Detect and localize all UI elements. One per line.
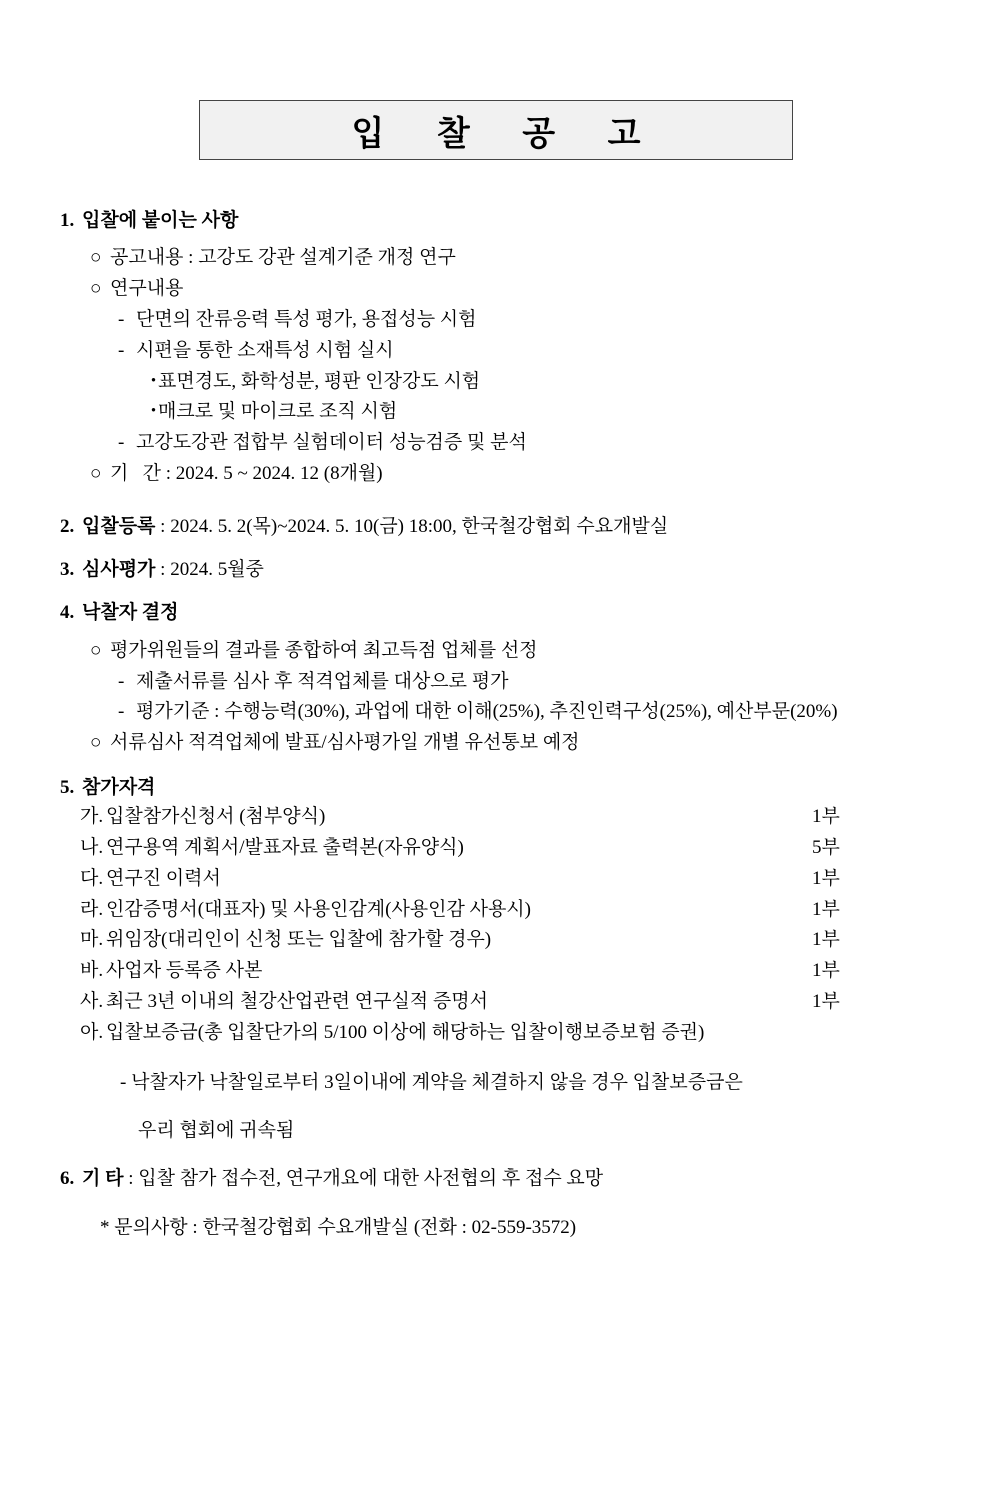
item-text: 사업자 등록증 사본 (106, 960, 263, 982)
section-1 (60, 206, 932, 490)
item-count: 5부 (812, 837, 840, 859)
item-label: 라. (80, 898, 104, 920)
section-6-detail: : 입찰 참가 접수전, 연구개요에 대한 사전협의 후 접수 요망 (123, 1168, 604, 1190)
list-item: - 단면의 잔류응력 특성 평가, 용접성능 시험 (60, 305, 932, 336)
list-item (60, 833, 932, 864)
list-item: ・매크로 및 마이크로 조직 시험 (60, 397, 932, 428)
circle-marker-icon: ○ (90, 732, 102, 754)
list-item (60, 925, 932, 956)
item-label: 아. (80, 1021, 104, 1043)
circle-marker-icon: ○ (90, 247, 102, 269)
item-label: 다. (80, 867, 104, 889)
list-item: ○ 기 간 : 2024. 5 ~ 2024. 12 (8개월) (60, 459, 932, 490)
qualification-note-line-1: - 낙찰자가 낙찰일로부터 3일이내에 계약을 체결하지 않을 경우 입찰보증금은 (120, 1071, 743, 1093)
section-5-title: 참가자격 (82, 776, 156, 798)
circle-marker-icon: ○ (90, 462, 102, 484)
item-text: 입찰참가신청서 (첨부양식) (106, 806, 326, 828)
list-item: - 시편을 통한 소재특성 시험 실시 (60, 336, 932, 367)
circle-marker-icon: ○ (90, 639, 102, 661)
section-2-detail: : 2024. 5. 2(목)~2024. 5. 10(금) 18:00, 한국철강협회 수요개발실 (155, 515, 669, 537)
section-3-heading (60, 555, 932, 584)
bullet-marker-icon: ・ (144, 370, 164, 392)
item-label: 가. (80, 806, 104, 828)
bullet-marker-icon: ・ (144, 401, 164, 423)
list-item (60, 802, 932, 833)
dash-marker-icon: - (118, 670, 125, 692)
section-3 (60, 555, 932, 584)
item-count: 1부 (812, 898, 840, 920)
list-item: ○ 연구내용 (60, 274, 932, 305)
item-text: 최근 3년 이내의 철강산업관련 연구실적 증명서 (106, 990, 488, 1012)
section-4-number: 4. (60, 602, 75, 624)
list-item: - 평가기준 : 수행능력(30%), 과업에 대한 이해(25%), 추진인력구성(25%), 예산부문(20%) (60, 697, 932, 728)
list-item (60, 864, 932, 895)
item-label: 바. (80, 960, 104, 982)
item-text: 입찰보증금(총 입찰단가의 5/100 이상에 해당하는 입찰이행보증보험 증권) (106, 1021, 705, 1043)
section-3-title: 심사평가 (82, 559, 156, 580)
item-count (802, 1018, 932, 1049)
page-title: 입 찰 공 고 (351, 115, 663, 153)
item-text: 위임장(대리인이 신청 또는 입찰에 참가할 경우) (106, 929, 492, 951)
dash-marker-icon: - (118, 308, 125, 330)
section-4-title: 낙찰자 결정 (82, 602, 179, 624)
circle-marker-icon: ○ (90, 278, 102, 300)
item-count: 1부 (812, 867, 840, 889)
section-6 (60, 1164, 932, 1243)
section-6-heading (60, 1164, 932, 1193)
document-page (0, 100, 992, 1503)
contact-note: * 문의사항 : 한국철강협회 수요개발실 (전화 : 02-559-3572) (100, 1216, 577, 1238)
list-item: - 제출서류를 심사 후 적격업체를 대상으로 평가 (60, 667, 932, 698)
section-3-detail: : 2024. 5월중 (155, 559, 264, 580)
list-item (60, 987, 932, 1018)
item-text: 인감증명서(대표자) 및 사용인감계(사용인감 사용시) (106, 898, 531, 920)
section-2-title: 입찰등록 (82, 515, 156, 537)
item-count: 1부 (812, 806, 840, 828)
section-3-number: 3. (60, 559, 75, 580)
list-item: ○ 서류심사 적격업체에 발표/심사평가일 개별 유선통보 예정 (60, 728, 932, 759)
section-1-title: 입찰에 붙이는 사항 (82, 210, 239, 231)
qualification-note-line-2: 우리 협회에 귀속됨 (138, 1119, 295, 1141)
document-title-box (199, 100, 793, 160)
section-2-number: 2. (60, 515, 75, 537)
section-4 (60, 598, 932, 759)
item-label: 나. (80, 837, 104, 859)
dash-marker-icon: - (118, 701, 125, 723)
section-6-number: 6. (60, 1168, 75, 1190)
item-text: 연구용역 계획서/발표자료 출력본(자유양식) (106, 837, 464, 859)
item-label: 마. (80, 929, 104, 951)
dash-marker-icon: - (118, 339, 125, 361)
list-item: ○ 평가위원들의 결과를 종합하여 최고득점 업체를 선정 (60, 636, 932, 667)
item-label: 사. (80, 990, 104, 1012)
item-text: 연구진 이력서 (106, 867, 221, 889)
section-5 (60, 773, 932, 1145)
list-item (60, 1018, 932, 1049)
list-item: ○ 공고내용 : 고강도 강관 설계기준 개정 연구 (60, 243, 932, 274)
section-1-heading (60, 206, 932, 235)
dash-marker-icon: - (118, 432, 125, 454)
section-6-title: 기 타 (82, 1168, 124, 1190)
section-2 (60, 512, 932, 541)
section-5-heading (60, 773, 932, 802)
section-1-number: 1. (60, 210, 75, 231)
list-item: - 고강도강관 접합부 실험데이터 성능검증 및 분석 (60, 428, 932, 459)
item-count: 1부 (812, 960, 840, 982)
item-count: 1부 (812, 929, 840, 951)
item-count: 1부 (812, 990, 840, 1012)
section-4-heading (60, 598, 932, 627)
list-item (60, 895, 932, 926)
section-5-number: 5. (60, 776, 75, 798)
list-item (60, 956, 932, 987)
list-item: ・표면경도, 화학성분, 평판 인장강도 시험 (60, 367, 932, 398)
section-2-heading (60, 512, 932, 541)
